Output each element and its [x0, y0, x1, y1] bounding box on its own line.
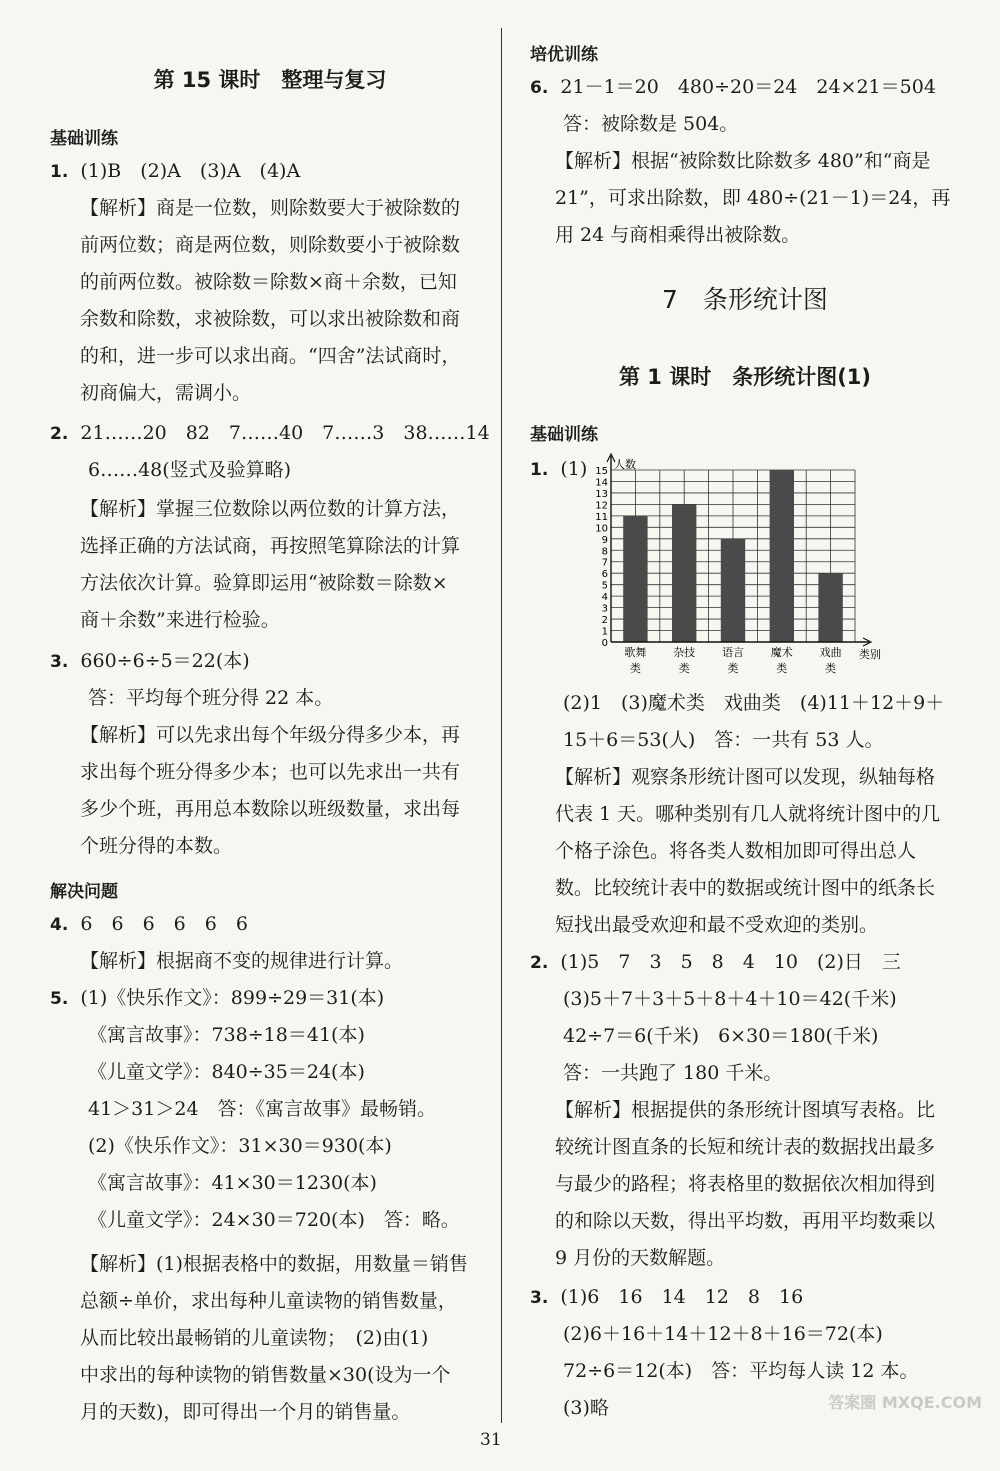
- x-tick-label: 戏曲: [819, 646, 842, 659]
- y-tick-label: 5: [601, 580, 608, 592]
- y-tick-label: 15: [595, 466, 608, 477]
- y-tick-label: 13: [595, 488, 608, 500]
- q4-analysis: 【解析】根据商不变的规律进行计算。: [80, 950, 404, 972]
- y-tick-label: 6: [601, 569, 608, 581]
- x-tick-label: 歌舞: [624, 646, 647, 659]
- bar: [623, 516, 647, 642]
- watermark: 答案圈 MXQE.COM: [828, 1393, 982, 1412]
- x-tick-label-line2: 类: [629, 662, 641, 675]
- question-1: 1. (1)B (2)A (3)A (4)A: [50, 160, 301, 182]
- question-6-answer: 答：被除数是 504。: [563, 113, 739, 135]
- y-tick-label: 14: [595, 477, 608, 489]
- lesson-title-right: 第 1 课时 条形统计图(1): [618, 365, 872, 389]
- question-4: 4. 6 6 6 6 6 6: [50, 913, 248, 935]
- bar: [818, 573, 842, 642]
- question-2: 2. 21……20 82 7……40 7……3 38……14: [50, 422, 490, 444]
- x-tick-label-line2: 类: [825, 662, 837, 675]
- y-tick-label: 9: [601, 534, 608, 546]
- y-tick-label: 1: [601, 626, 608, 638]
- y-tick-label: 3: [601, 603, 608, 615]
- y-tick-label: 0: [601, 638, 608, 649]
- column-divider: [501, 28, 502, 1423]
- x-tick-label-line2: 类: [678, 662, 690, 675]
- x-tick-label-line2: 类: [727, 662, 739, 675]
- question-r1: 1. (1): [530, 458, 588, 480]
- section-advanced-training: 培优训练: [530, 45, 598, 65]
- question-r2: 2. (1)5 7 3 5 8 4 10 (2)日 三: [530, 951, 901, 973]
- y-tick-label: 4: [601, 592, 608, 604]
- y-axis-label: 人数: [614, 458, 636, 471]
- question-3-answer: 答：平均每个班分得 22 本。: [88, 687, 334, 709]
- x-tick-label: 杂技: [673, 646, 696, 659]
- page-number: 31: [480, 1430, 502, 1450]
- chapter-title: 7 条形统计图: [662, 285, 828, 314]
- y-tick-label: 8: [601, 546, 608, 558]
- lesson-title: 第 15 课时 整理与复习: [153, 68, 387, 92]
- question-3: 3. 660÷6÷5＝22(本): [50, 650, 250, 672]
- x-tick-label-line2: 类: [776, 662, 788, 675]
- section-solve-problems: 解决问题: [50, 882, 118, 902]
- y-tick-label: 12: [595, 500, 608, 512]
- question-6: 6. 21－1＝20 480÷20＝24 24×21＝504: [530, 76, 936, 98]
- bar: [672, 504, 696, 642]
- y-tick-label: 2: [601, 615, 608, 627]
- bar: [770, 470, 794, 642]
- y-tick-label: 10: [595, 523, 608, 535]
- question-5: 5. (1)《快乐作文》：899÷29＝31(本): [50, 987, 385, 1009]
- bar: [721, 539, 745, 642]
- section-basic-training: 基础训练: [50, 129, 118, 149]
- y-tick-label: 7: [601, 557, 608, 569]
- question-2-line2: 6……48(竖式及验算略): [88, 459, 292, 481]
- y-tick-label: 11: [595, 511, 608, 523]
- question-r3: 3. (1)6 16 14 12 8 16: [530, 1286, 804, 1308]
- section-basic-training-right: 基础训练: [530, 425, 598, 445]
- x-axis-label: 类别: [859, 648, 881, 661]
- bar-chart: [585, 452, 895, 684]
- x-tick-label: 语言: [722, 646, 744, 659]
- x-tick-label: 魔术: [770, 646, 793, 659]
